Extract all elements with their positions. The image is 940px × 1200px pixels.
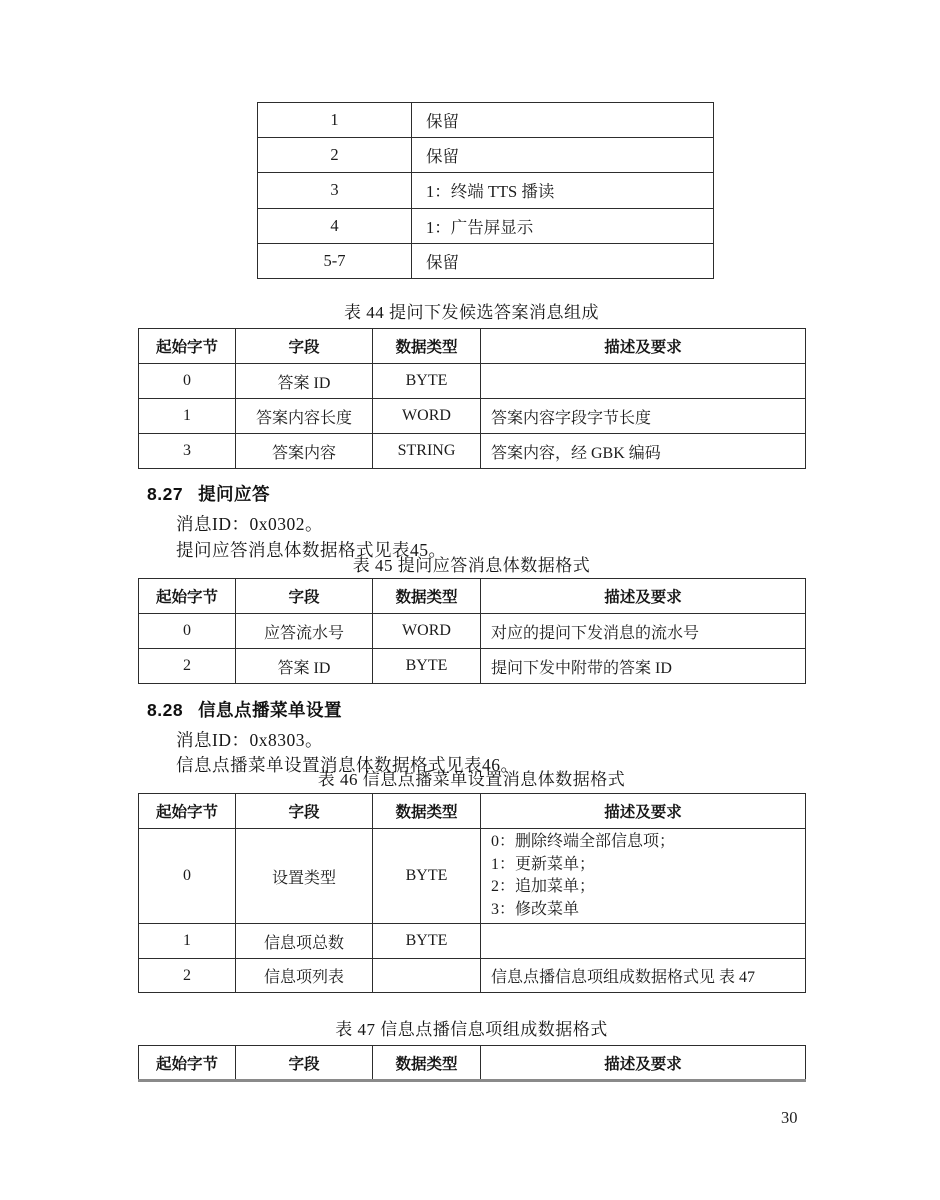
table-cell: 1 [258, 103, 412, 138]
table-47-caption: 表 47 信息点播信息项组成数据格式 [335, 1020, 608, 1039]
table-cell: 信息项列表 [236, 959, 373, 993]
table-header-cell: 起始字节 [139, 329, 236, 364]
table-row [258, 208, 714, 243]
table-header-row [139, 579, 806, 614]
table-cell: 答案内容字段字节长度 [481, 399, 806, 434]
table-cell: 信息点播信息项组成数据格式见 表 47 [481, 959, 806, 993]
desc-line: 2：追加菜单； [491, 878, 596, 895]
table-row [258, 243, 714, 278]
table-cell: 1：广告屏显示 [412, 208, 714, 243]
table-header-cell: 起始字节 [139, 579, 236, 614]
table-cell: 答案内容 [236, 434, 373, 469]
table-46-caption: 表 46 信息点播菜单设置消息体数据格式 [317, 770, 626, 789]
table-header-cell: 描述及要求 [481, 794, 806, 829]
section-number: 8.27 [147, 484, 184, 504]
table-cell: 答案 ID [236, 649, 373, 684]
paragraph-line: 消息ID：0x0302。 [176, 514, 323, 534]
table-44 [138, 328, 806, 469]
table-cell: 0 [139, 614, 236, 649]
section-title: 信息点播菜单设置 [198, 700, 343, 720]
table-header-cell: 数据类型 [373, 329, 481, 364]
paragraph-line: 消息ID：0x8303。 [176, 730, 323, 750]
table-cell: WORD [373, 614, 481, 649]
table-cell: 3 [139, 434, 236, 469]
desc-line: 0：删除终端全部信息项； [491, 833, 676, 850]
table-header-cell: 字段 [236, 579, 373, 614]
table-cell: BYTE [373, 364, 481, 399]
table-header-cell: 起始字节 [139, 794, 236, 829]
table-header-cell: 数据类型 [373, 579, 481, 614]
table-cell: WORD [373, 399, 481, 434]
table-cell: BYTE [373, 829, 481, 924]
table-cell: 答案内容长度 [236, 399, 373, 434]
table-header-row [139, 329, 806, 364]
table-cell: 1 [139, 924, 236, 959]
table-cell: BYTE [373, 649, 481, 684]
table-row [139, 399, 806, 434]
table-row [139, 959, 806, 993]
table-cell [481, 829, 806, 924]
bit-flag-table [257, 102, 714, 279]
table-cell: 0 [139, 829, 236, 924]
table-cell: 设置类型 [236, 829, 373, 924]
table-cell: 1 [139, 399, 236, 434]
desc-line: 1：更新菜单； [491, 855, 596, 873]
table-45-caption: 表 45 提问应答消息体数据格式 [352, 556, 591, 575]
desc-line: 3：修改菜单 [491, 900, 580, 918]
table-cell: 0 [139, 364, 236, 399]
section-heading-8-28 [147, 697, 342, 722]
table-cell: 2 [139, 959, 236, 993]
table-cell: 保留 [412, 103, 714, 138]
table-header-row [139, 1046, 806, 1081]
table-46 [138, 793, 806, 993]
table-44-caption: 表 44 提问下发候选答案消息组成 [344, 303, 599, 322]
table-cell: 3 [258, 173, 412, 208]
table-47 [138, 1045, 806, 1082]
table-cell: 2 [139, 649, 236, 684]
table-header-cell: 字段 [236, 794, 373, 829]
table-cell: STRING [373, 434, 481, 469]
table-header-cell: 字段 [236, 329, 373, 364]
table-header-cell: 数据类型 [373, 794, 481, 829]
table-header-cell: 描述及要求 [481, 329, 806, 364]
paragraph-line: 提问应答消息体数据格式见表45。 [176, 540, 447, 560]
table-row [258, 138, 714, 173]
table-45 [138, 578, 806, 684]
table-header-row [139, 794, 806, 829]
table-row [258, 173, 714, 208]
table-header-cell: 描述及要求 [481, 579, 806, 614]
table-cell [481, 364, 806, 399]
table-row [139, 614, 806, 649]
table-cell [481, 924, 806, 959]
table-row [139, 434, 806, 469]
table-cell: 答案内容，经 GBK 编码 [481, 434, 806, 469]
table-cell: 答案 ID [236, 364, 373, 399]
page-number: 30 [781, 1108, 798, 1127]
table-cell: BYTE [373, 924, 481, 959]
section-title: 提问应答 [198, 484, 271, 504]
table-header-cell: 描述及要求 [481, 1046, 806, 1081]
table-header-cell: 数据类型 [373, 1046, 481, 1081]
table-cell: 1：终端 TTS 播读 [412, 173, 714, 208]
section-number: 8.28 [147, 700, 184, 720]
table-cell: 应答流水号 [236, 614, 373, 649]
table-cell: 保留 [412, 243, 714, 278]
table-cell [373, 959, 481, 993]
table-row [139, 829, 806, 924]
table-row [139, 924, 806, 959]
table-row [139, 649, 806, 684]
table-row [258, 103, 714, 138]
table-cell: 对应的提问下发消息的流水号 [481, 614, 806, 649]
table-header-cell: 起始字节 [139, 1046, 236, 1081]
table-cell: 5-7 [258, 243, 412, 278]
table-cell: 4 [258, 208, 412, 243]
section-heading-8-27 [147, 481, 270, 506]
table-row [139, 364, 806, 399]
table-cell: 信息项总数 [236, 924, 373, 959]
table-cell: 2 [258, 138, 412, 173]
paragraph-line: 信息点播菜单设置消息体数据格式见表46。 [176, 755, 519, 775]
table-header-cell: 字段 [236, 1046, 373, 1081]
table-cell: 提问下发中附带的答案 ID [481, 649, 806, 684]
table-cell: 保留 [412, 138, 714, 173]
